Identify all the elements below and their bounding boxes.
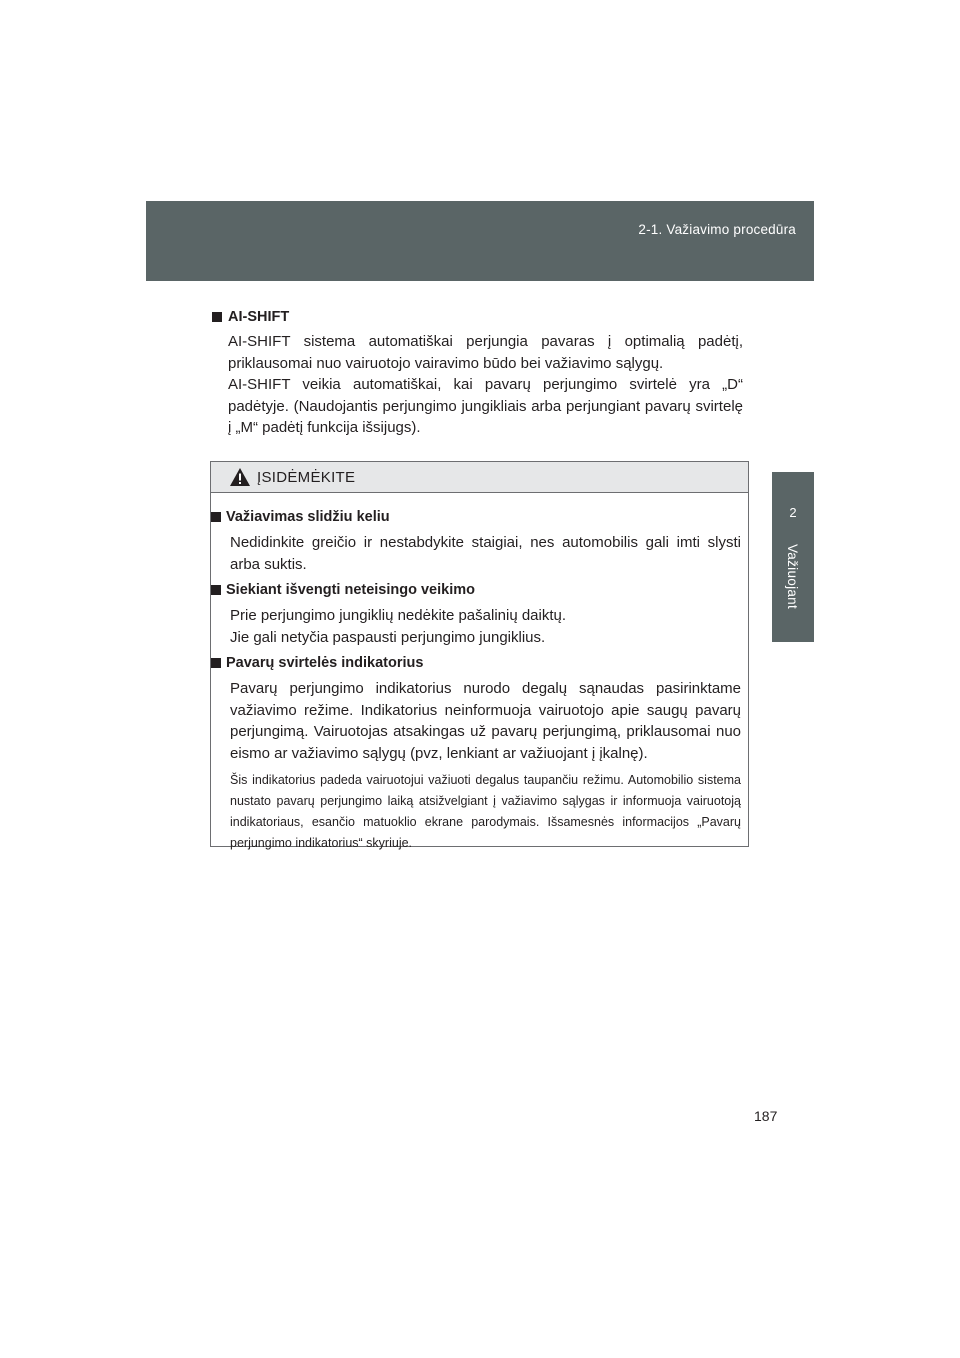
caution-item-heading <box>211 507 741 527</box>
warning-triangle-icon <box>229 467 251 487</box>
caution-item-text: Prie perjungimo jungiklių nedėkite pašalinių daiktų. <box>230 607 567 624</box>
section-title: 2-1. Važiavimo procedūra <box>638 222 796 237</box>
ai-shift-section <box>212 307 743 439</box>
caution-item-heading <box>211 653 741 673</box>
bullet-square-icon <box>211 585 221 595</box>
caution-item-heading <box>211 580 741 600</box>
caution-title: ĮSIDĖMĖKITE <box>257 468 356 486</box>
caution-item-text: Pavarų perjungimo indikatorius nurodo degalų sąnaudas pasirinktame važiavimo režime. Indikatorius neinformuoja vairuotojo apie saugų pavarų perjungimą. Vairuotojas atsakingas už pavarų perjungimą, priklausomai nuo eismo ar važiavimo sąlygų (pvz, lenkiant ar važiuojant į įkalnę). <box>230 680 741 762</box>
chapter-label: Važiuojant <box>785 544 800 610</box>
page-number: 187 <box>754 1108 778 1124</box>
caution-small-note: Šis indikatorius padeda vairuotojui važiuoti degalus taupančiu režimu. Automobilio sistema nustato pavarų perjungimo laiką atsižvelgiant į važiavimo sąlygas ir informuoja vairuotoją indikatoriaus, esančio matuoklio ekrane parodymais. Išsamesnės informacijos „Pavarų perjungimo indikatorius“ skyriuje. <box>230 773 741 850</box>
bullet-square-icon <box>212 312 222 322</box>
ai-shift-paragraph-2: AI-SHIFT veikia automatiškai, kai pavarų perjungimo svirtelė yra „D“ padėtyje. (Naudojantis perjungimo jungikliais arba perjungiant pavarų svirtelę į „M“ padėtį funkcija išsijugs). <box>228 376 743 436</box>
caution-item-heading-text: Siekiant išvengti neteisingo veikimo <box>226 582 475 598</box>
caution-item-heading-text: Pavarų svirtelės indikatorius <box>226 655 424 671</box>
caution-body <box>211 493 748 854</box>
ai-shift-heading <box>212 307 743 327</box>
caution-box <box>210 461 749 850</box>
chapter-header-band <box>146 201 814 281</box>
chapter-side-tab[interactable] <box>772 472 814 642</box>
ai-shift-heading-text: AI-SHIFT <box>228 309 290 325</box>
bullet-square-icon <box>211 658 221 668</box>
chapter-number: 2 <box>789 505 797 520</box>
bullet-square-icon <box>211 512 221 522</box>
ai-shift-paragraph-1: AI-SHIFT sistema automatiškai perjungia pavaras į optimalią padėtį, priklausomai nuo vairuotojo vairavimo būdo bei važiavimo sąlygų. <box>228 333 743 372</box>
caution-header <box>211 462 748 493</box>
caution-item-text: Jie gali netyčia paspausti perjungimo jungiklius. <box>230 628 546 646</box>
caution-item-heading-text: Važiavimas slidžiu keliu <box>226 509 390 525</box>
caution-item-text: Nedidinkite greičio ir nestabdykite staigiai, nes automobilis gali imti slysti arba suktis. <box>230 534 741 573</box>
